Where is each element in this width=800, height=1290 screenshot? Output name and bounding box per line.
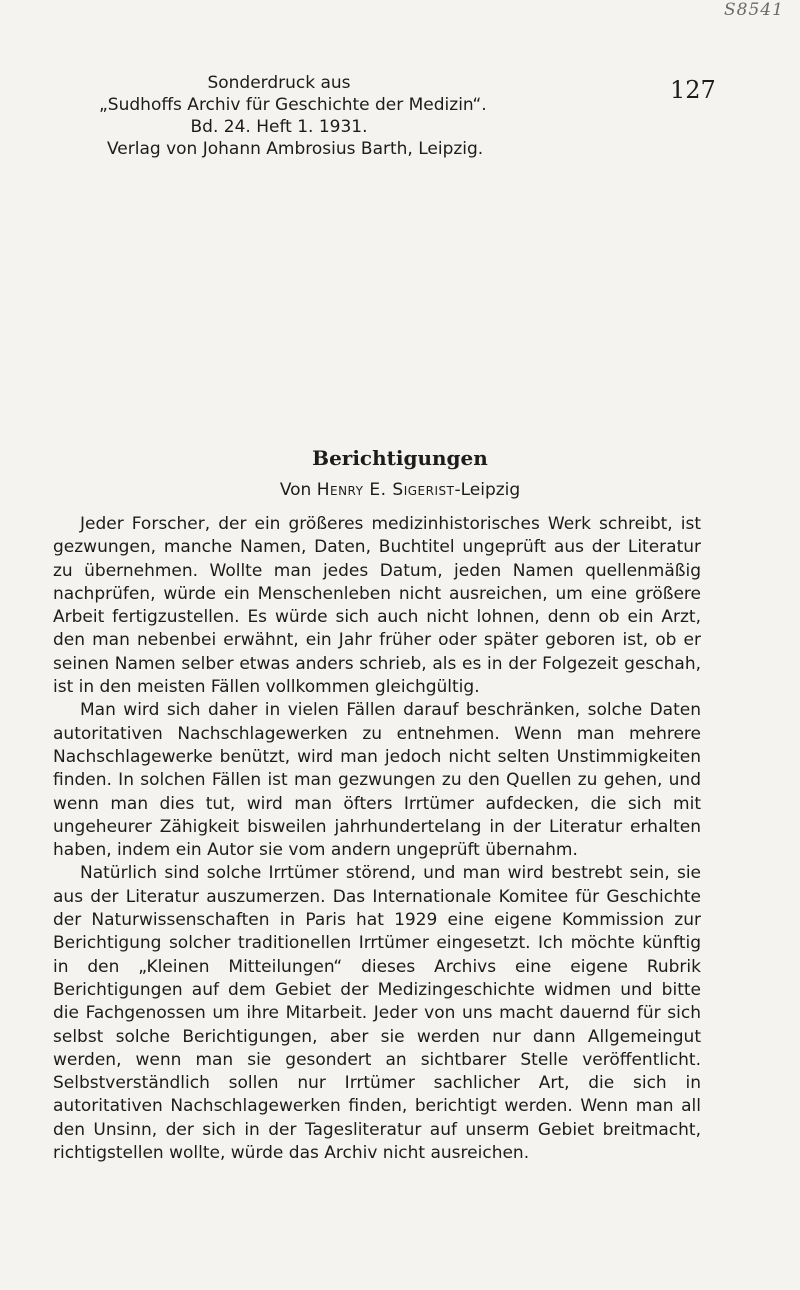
article-byline (0, 480, 800, 500)
author-name: Henry E. Sigerist (316, 480, 455, 500)
offprint-line-2: „Sudhoffs Archiv für Geschichte der Medizin“. (99, 95, 487, 115)
paragraph-2: Man wird sich daher in vielen Fällen darauf beschränken, solche Daten autoritativen Nachschlagewerken zu entnehmen. Wenn man mehrere Nachschlagewerke benützt, wird man jedoch nicht selten Unstimmigkeiten finden. In solchen Fällen ist man gezwungen zu den Quellen zu gehen, und wenn man dies tut, wird man öfters Irrtümer aufdecken, die sich mit ungeheurer Zähigkeit bisweilen jahrhundertelang in der Literatur erhalten haben, indem ein Autor sie vom andern ungeprüft übernahm. (53, 700, 701, 861)
paragraph-1: Jeder Forscher, der ein größeres medizinhistorisches Werk schreibt, ist gezwungen, manche Namen, Daten, Buchtitel ungeprüft aus der Literatur zu übernehmen. Wollte man jedes Datum, jeden Namen quellenmäßig nachprüfen, würde ein Menschenleben nicht ausreichen, um eine größere Arbeit fertigzustellen. Es würde sich auch nicht lohnen, denn ob ein Arzt, den man nebenbei erwähnt, ein Jahr früher oder später geboren ist, ob er seinen Namen selber etwas anders schrieb, als es in der Folgezeit geschah, ist in den meisten Fällen vollkommen gleichgültig. (53, 514, 701, 698)
paragraph-3: Natürlich sind solche Irrtümer störend, und man wird bestrebt sein, sie aus der Literatur auszumerzen. Das Internationale Komitee für Geschichte der Naturwissenschaften in Paris hat 1929 eine eigene Kommission zur Berichtigung solcher traditionellen Irrtümer eingesetzt. Ich möchte künftig in den „Kleinen Mitteilungen“ dieses Archivs eine eigene Rubrik Berichtigungen auf dem Gebiet der Medizingeschichte widmen und bitte die Fachgenossen um ihre Mitarbeit. Jeder von uns macht dauernd für sich selbst solche Berichtigungen, aber sie werden nur dann Allgemeingut werden, wenn man sie gesondert an sichtbarer Stelle veröffentlicht. Selbstverständlich sollen nur Irrtümer sachlicher Art, die sich in autoritativen Nachschlagewerken finden, berichtigt werden. Wenn man all den Unsinn, der sich in der Tagesliteratur auf unserm Gebiet breitmacht, richtigstellen wollte, würde das Archiv nicht ausreichen. (53, 863, 701, 1164)
page-number: 127 (670, 76, 716, 104)
author-location: -Leipzig (454, 480, 521, 500)
byline-prefix: Von (279, 480, 312, 500)
article-title: Berichtigungen (312, 446, 488, 470)
article-body (53, 513, 701, 1165)
handwritten-archive-mark: S8541 (724, 0, 784, 20)
offprint-line-3: Bd. 24. Heft 1. 1931. (190, 117, 368, 137)
offprint-line-1: Sonderdruck aus (207, 73, 351, 93)
offprint-line-4: Verlag von Johann Ambrosius Barth, Leipzig. (107, 139, 484, 159)
offprint-header (99, 72, 487, 160)
